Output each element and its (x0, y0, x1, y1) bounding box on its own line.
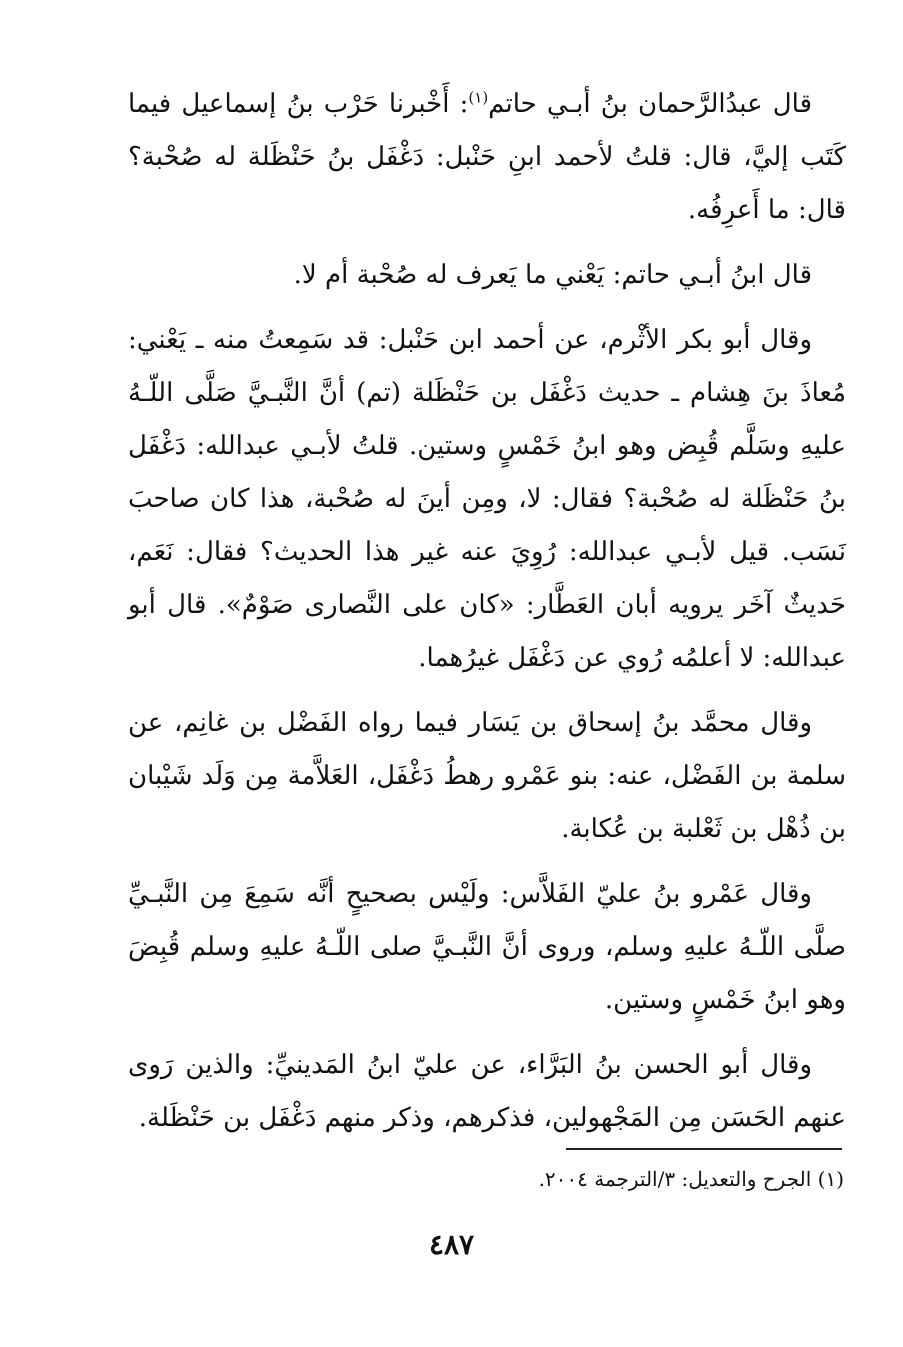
footnote-marker[interactable]: (١) (468, 88, 489, 107)
paragraph-6: وقال أبو الحسن بنُ البَرَّاء، عن عليّ ابنُ المَدينيِّ: والذين رَوى عنهم الحَسَن مِن المَجْهولين، فذكرهم، وذكر منهم دَغْفَل بن حَنْظَلة. (128, 1050, 846, 1133)
paragraph-3: وقال أبو بكر الأثْرم، عن أحمد ابن حَنْبل: قد سَمِعتُ منه ـ يَعْني: مُعاذَ بنَ هِشام ـ حديث دَغْفَل بن حَنْظَلة (تم) أنَّ النَّبـيَّ صَلَّى اللّـهُ عليهِ وسَلَّم قُبِض وهو ابنُ خَمْسٍ وستين. قلتُ لأبـي عبدالله: دَغْفَل بنُ حَنْظَلة له صُحْبة؟ فقال: لا، ومِن أينَ له صُحْبة، هذا كان صاحبَ نَسَب. قيل لأبـي عبدالله: رُوِيَ عنه غير هذا الحديث؟ فقال: نَعَم، حَديثٌ آخَر يرويه أبان العَطَّار: «كان على النَّصارى صَوْمٌ». قال أبو عبدالله: لا أعلمُه رُوي عن دَغْفَل غيرُهما. (128, 325, 847, 673)
footnote-divider (566, 1148, 842, 1150)
paragraph-4: وقال محمَّد بنُ إسحاق بن يَسَار فيما رواه الفَضْل بن غانِم، عن سلمة بن الفَضْل، عنه: بنو عَمْرو رهطُ دَغْفَل، العَلاَّمة مِن وَلَد شَيْبان بن ذُهْل بن ثَعْلبة بن عُكابة. (128, 708, 846, 844)
paragraph-2: قال ابنُ أبـي حاتم: يَعْني ما يَعرف له صُحْبة أم لا. (293, 260, 812, 290)
paragraph-1-rest: : أَخْبرنا حَرْب بنُ إسماعيل فيما كَتَب إليَّ، قال: قلتُ لأحمد ابنِ حَنْبل: دَغْفَل بنُ حَنْظَلة له صُحْبة؟ قال: ما أَعرِفُه. (128, 89, 846, 225)
paragraph-1-lead: قال عبدُالرَّحمان بنُ أبـي حاتم (488, 89, 812, 119)
main-text (128, 78, 846, 1145)
paragraph-1 (128, 78, 846, 237)
page-number: ٤٨٧ (428, 1228, 475, 1261)
footnote: (١) الجرح والتعديل: ٣/الترجمة ٢٠٠٤. (538, 1167, 844, 1191)
paragraph-5: وقال عَمْرو بنُ عليّ الفَلاَّس: ولَيْس بصحيحٍ أنَّه سَمِعَ مِن النَّبـيِّ صلَّى اللّـهُ عليهِ وسلم، وروى أنَّ النَّبـيَّ صلى اللّـهُ عليهِ وسلم قُبِضَ وهو ابنُ خَمْسٍ وستين. (128, 879, 846, 1015)
